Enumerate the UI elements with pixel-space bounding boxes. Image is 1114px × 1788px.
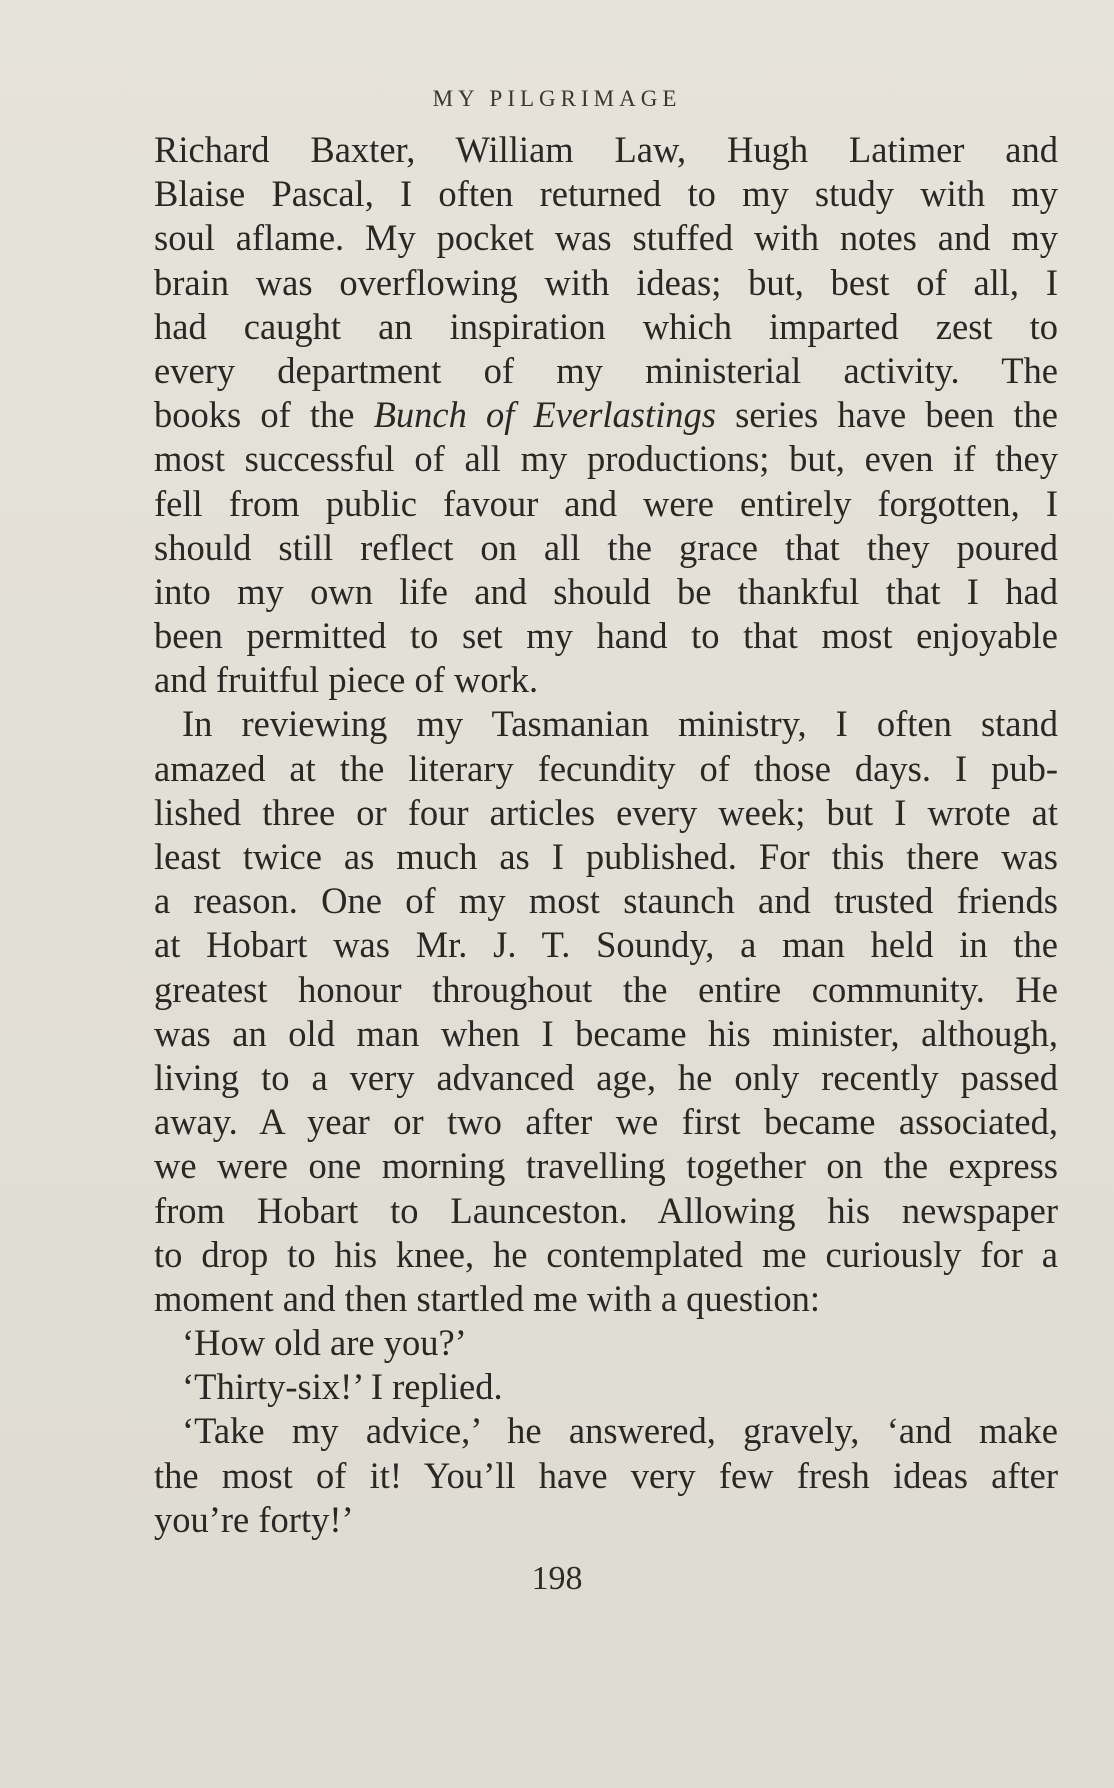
text-line: fell from public favour and were entirely forgotten, I — [154, 482, 1058, 524]
text-line: least twice as much as I published. For this there was — [154, 836, 1058, 877]
page-number: 198 — [531, 1560, 583, 1597]
text-line: brain was overflowing with ideas; but, best of all, I — [154, 261, 1058, 303]
text-line: ‘Thirty-six!’ I replied. — [182, 1366, 503, 1408]
text-line: to drop to his knee, he contemplated me curiously for a — [154, 1233, 1058, 1275]
text-line: soul aflame. My pocket was stuffed with notes and my — [154, 217, 1058, 259]
text-line: away. A year or two after we first became associated, — [154, 1101, 1058, 1143]
text-line: moment and then startled me with a question: — [154, 1277, 820, 1319]
text-line: into my own life and should be thankful that I had — [154, 570, 1058, 612]
body-text — [154, 128, 1058, 1542]
text-line: the most of it! You’ll have very few fresh ideas after — [154, 1454, 1058, 1496]
book-series-title: Bunch of Everlastings — [373, 394, 716, 436]
text-line: lished three or four articles every week; but I wrote at — [154, 791, 1058, 833]
text-line: at Hobart was Mr. J. T. Soundy, a man held in the — [154, 924, 1058, 966]
text-run: series have been the — [715, 394, 1059, 436]
text-line: was an old man when I became his minister, although, — [154, 1012, 1058, 1054]
text-line: should still reflect on all the grace that they poured — [154, 526, 1058, 568]
text-line: every department of my ministerial activity. The — [154, 349, 1058, 391]
text-line: ‘Take my advice,’ he answered, gravely, ‘and make — [182, 1410, 1058, 1452]
text-line: we were one morning travelling together on the express — [154, 1145, 1058, 1187]
text-line: and fruitful piece of work. — [154, 659, 539, 701]
text-line: you’re forty!’ — [154, 1498, 354, 1540]
running-head: MY PILGRIMAGE — [432, 86, 682, 111]
text-line: ‘How old are you?’ — [182, 1322, 467, 1364]
text-line: had caught an inspiration which imparted zest to — [154, 305, 1058, 347]
text-line: been permitted to set my hand to that most enjoyable — [154, 615, 1058, 657]
text-line — [154, 393, 1058, 437]
text-line: greatest honour throughout the entire community. He — [154, 968, 1058, 1010]
text-run: books of the — [154, 394, 374, 436]
text-line: Blaise Pascal, I often returned to my study with my — [154, 173, 1058, 215]
text-line: Richard Baxter, William Law, Hugh Latimer and — [154, 129, 1058, 170]
text-line: In reviewing my Tasmanian ministry, I often stand — [182, 703, 1058, 745]
text-line: a reason. One of my most staunch and trusted friends — [154, 880, 1058, 922]
text-line: from Hobart to Launceston. Allowing his newspaper — [154, 1189, 1058, 1231]
text-line: amazed at the literary fecundity of those days. I pub- — [154, 747, 1058, 789]
text-line: most successful of all my productions; but, even if they — [154, 438, 1058, 480]
text-line: living to a very advanced age, he only recently passed — [154, 1056, 1058, 1098]
